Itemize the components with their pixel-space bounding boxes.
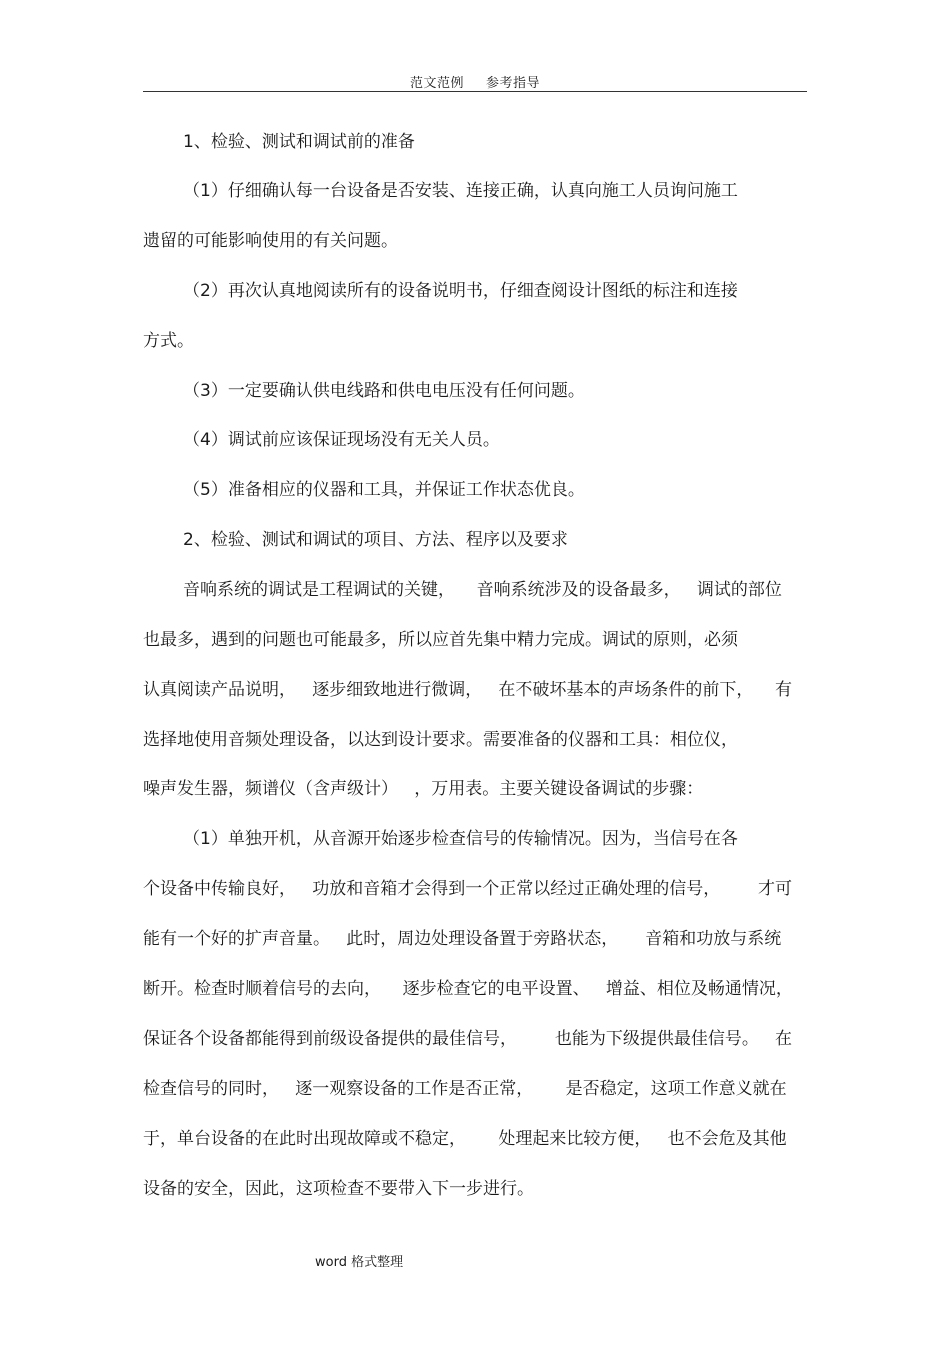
header-divider: [143, 91, 807, 92]
paragraph-line: 设备的安全，因此，这项检查不要带入下一步进行。: [143, 1179, 534, 1199]
paragraph-line: 个设备中传输良好， 功放和音箱才会得到一个正常以经过正确处理的信号， 才可: [143, 879, 793, 899]
paragraph-line: 于，单台设备的在此时出现故障或不稳定， 处理起来比较方便， 也不会危及其他: [143, 1129, 787, 1149]
paragraph-line: 能有一个好的扩声音量。 此时，周边处理设备置于旁路状态， 音箱和功放与系统: [143, 929, 782, 949]
section-heading-2: 2、检验、测试和调试的项目、方法、程序以及要求: [183, 530, 568, 550]
paragraph-line: 认真阅读产品说明， 逐步细致地进行微调， 在不破坏基本的声场条件的前下， 有: [143, 680, 793, 700]
paragraph-line: 方式。: [143, 331, 194, 351]
paragraph-line: 噪声发生器，频谱仪（含声级计） ，万用表。主要关键设备调试的步骤：: [143, 779, 704, 799]
paragraph-line: （1）单独开机，从音源开始逐步检查信号的传输情况。因为，当信号在各: [183, 829, 738, 849]
paragraph-line: 选择地使用音频处理设备，以达到设计要求。需要准备的仪器和工具：相位仪，: [143, 730, 738, 750]
paragraph-line: 断开。检查时顺着信号的去向， 逐步检查它的电平设置、 增益、相位及畅通情况，: [143, 979, 793, 999]
page-footer: word 格式整理: [315, 1255, 404, 1270]
paragraph-line: 检查信号的同时， 逐一观察设备的工作是否正常， 是否稳定，这项工作意义就在: [143, 1079, 787, 1099]
header-left-text: 范文范例: [409, 76, 464, 91]
paragraph-line: 音响系统的调试是工程调试的关键， 音响系统涉及的设备最多， 调试的部位: [183, 580, 782, 600]
paragraph-line: （5）准备相应的仪器和工具，并保证工作状态优良。: [183, 480, 585, 500]
paragraph-line: （4）调试前应该保证现场没有无关人员。: [183, 430, 500, 450]
section-heading-1: 1、检验、测试和调试前的准备: [183, 132, 415, 152]
paragraph-line: 遗留的可能影响使用的有关问题。: [143, 231, 398, 251]
paragraph-line: 保证各个设备都能得到前级设备提供的最佳信号， 也能为下级提供最佳信号。 在: [143, 1029, 793, 1049]
paragraph-line: （1）仔细确认每一台设备是否安装、连接正确，认真向施工人员询问施工: [183, 181, 738, 201]
page-header: [0, 72, 950, 91]
paragraph-line: （3）一定要确认供电线路和供电电压没有任何问题。: [183, 381, 585, 401]
header-right-text: 参考指导: [486, 76, 541, 91]
paragraph-line: （2）再次认真地阅读所有的设备说明书，仔细查阅设计图纸的标注和连接: [183, 281, 738, 301]
paragraph-line: 也最多，遇到的问题也可能最多，所以应首先集中精力完成。调试的原则，必须: [143, 630, 738, 650]
